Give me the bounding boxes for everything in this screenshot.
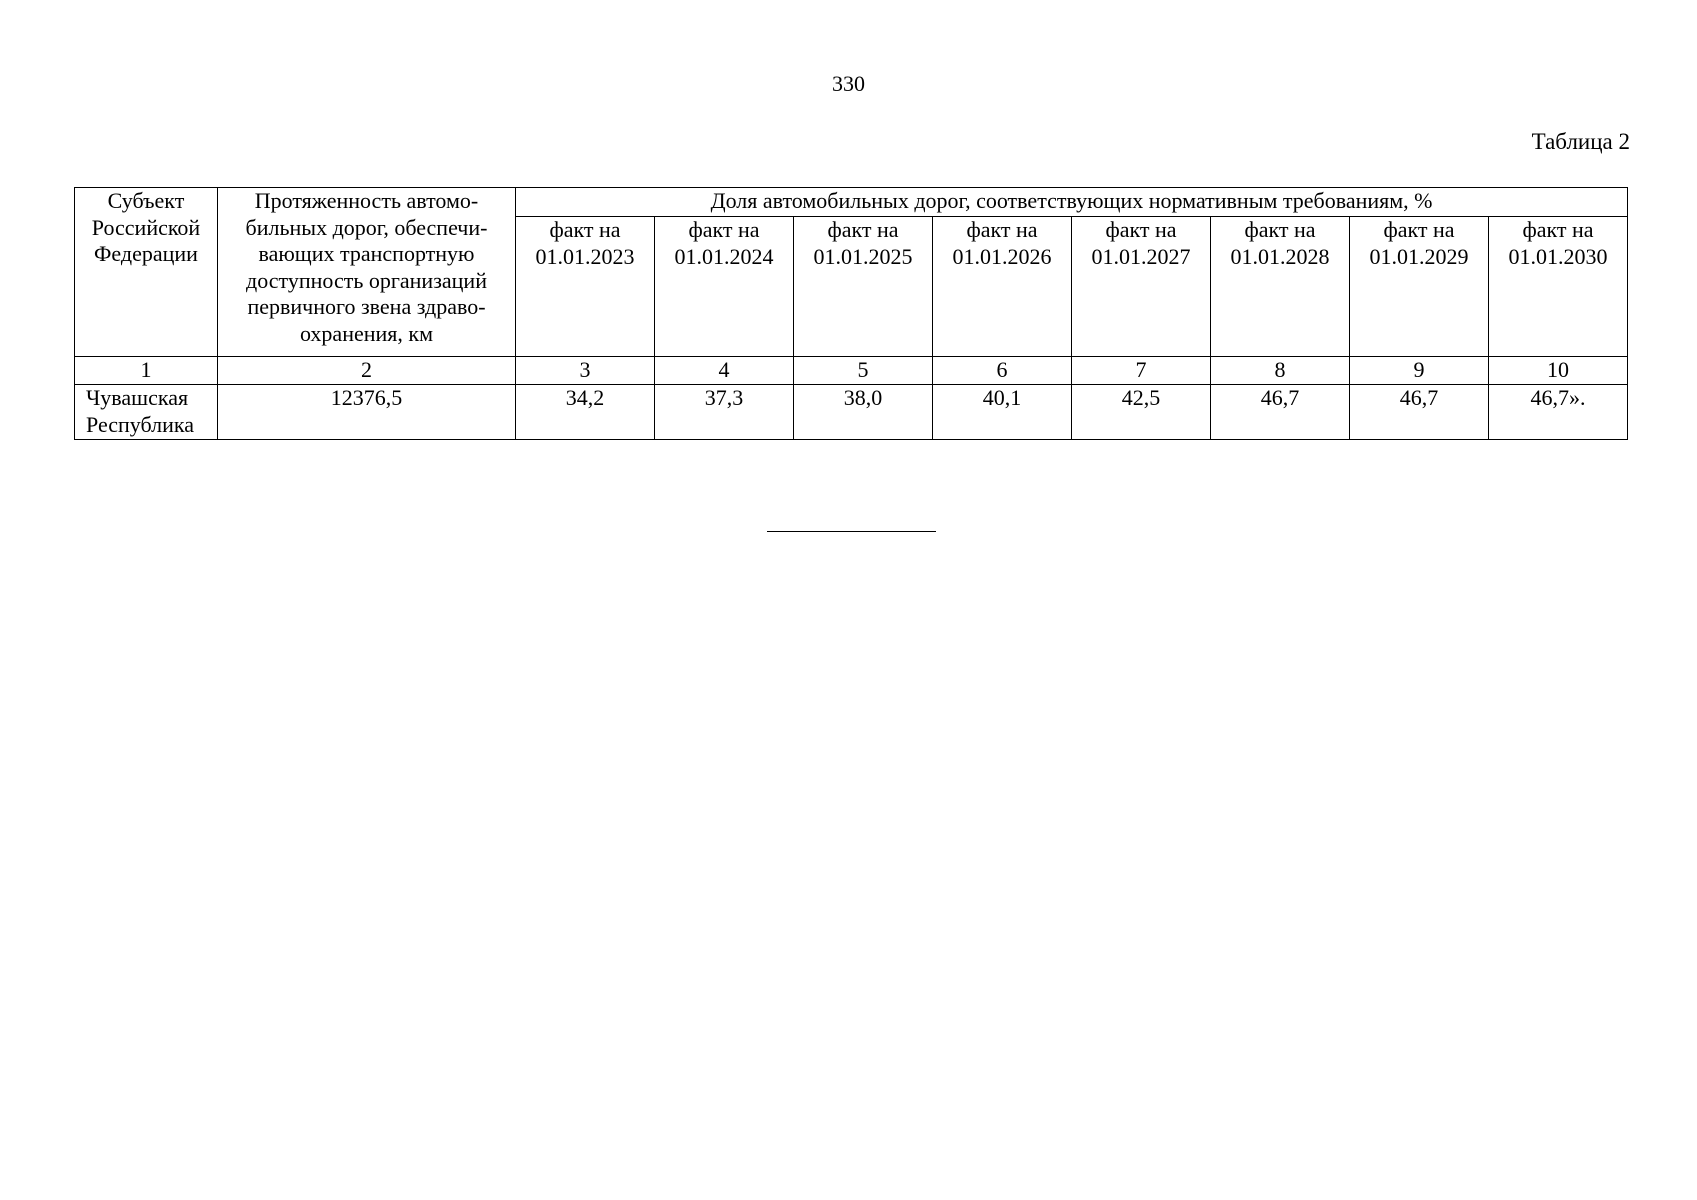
header-date-value: 01.01.2026	[952, 243, 1052, 269]
header-date	[655, 217, 794, 357]
column-number: 1	[75, 357, 218, 385]
column-number: 2	[218, 357, 516, 385]
column-number: 5	[794, 357, 933, 385]
share-cell: 46,7	[1211, 385, 1350, 440]
header-date-label: факт на	[966, 217, 1038, 242]
column-number: 3	[516, 357, 655, 385]
data-table	[74, 187, 1628, 440]
header-subject-line: Субъект	[107, 188, 185, 213]
column-number: 10	[1489, 357, 1628, 385]
header-length-line: бильных дорог, обеспечи-	[245, 214, 488, 240]
header-date-value: 01.01.2029	[1369, 243, 1469, 269]
road-length-cell: 12376,5	[218, 385, 516, 440]
header-subject-line: Российской	[91, 214, 201, 240]
header-date	[1489, 217, 1628, 357]
header-date-label: факт на	[827, 217, 899, 242]
header-date	[1350, 217, 1489, 357]
header-subject-line: Федерации	[94, 241, 198, 266]
page-number: 330	[832, 71, 865, 96]
column-number: 8	[1211, 357, 1350, 385]
closing-rule	[767, 531, 936, 532]
header-date-value: 01.01.2024	[674, 243, 774, 269]
share-cell: 46,7	[1350, 385, 1489, 440]
share-cell: 40,1	[933, 385, 1072, 440]
header-date-label: факт на	[1105, 217, 1177, 242]
header-date-value: 01.01.2028	[1230, 243, 1330, 269]
header-length-line: первичного звена здраво-	[247, 294, 486, 319]
subject-cell	[75, 385, 218, 440]
header-date-value: 01.01.2023	[535, 243, 635, 269]
header-date-value: 01.01.2027	[1091, 243, 1191, 269]
header-date-value: 01.01.2025	[813, 243, 913, 269]
header-group-share: Доля автомобильных дорог, соответствующих нормативным требованиям, %	[516, 188, 1628, 217]
column-number: 6	[933, 357, 1072, 385]
share-cell: 37,3	[655, 385, 794, 440]
header-length-line: доступность организаций	[246, 267, 487, 293]
header-date-label: факт на	[688, 217, 760, 242]
header-road-length	[218, 188, 516, 357]
table-caption: Таблица 2	[1531, 129, 1630, 154]
header-date	[794, 217, 933, 357]
header-length-line: охранения, км	[299, 320, 434, 346]
header-date-label: факт на	[549, 217, 621, 242]
header-date	[933, 217, 1072, 357]
subject-name-line: Республика	[86, 411, 195, 437]
table-row	[75, 385, 1628, 440]
header-length-line: вающих транспортную	[258, 241, 475, 266]
column-number-row	[75, 357, 1628, 385]
header-date-label: факт на	[1383, 217, 1455, 242]
header-row-top	[75, 188, 1628, 217]
header-date-value: 01.01.2030	[1508, 243, 1608, 269]
header-date	[516, 217, 655, 357]
column-number: 9	[1350, 357, 1489, 385]
share-cell: 42,5	[1072, 385, 1211, 440]
header-date-label: факт на	[1244, 217, 1316, 242]
share-cell: 38,0	[794, 385, 933, 440]
share-cell: 46,7».	[1489, 385, 1628, 440]
subject-name-line: Чувашская	[86, 385, 189, 410]
header-length-line: Протяженность автомо-	[254, 188, 479, 213]
header-date	[1211, 217, 1350, 357]
share-cell: 34,2	[516, 385, 655, 440]
header-date	[1072, 217, 1211, 357]
header-subject	[75, 188, 218, 357]
column-number: 7	[1072, 357, 1211, 385]
column-number: 4	[655, 357, 794, 385]
header-date-label: факт на	[1522, 217, 1594, 242]
